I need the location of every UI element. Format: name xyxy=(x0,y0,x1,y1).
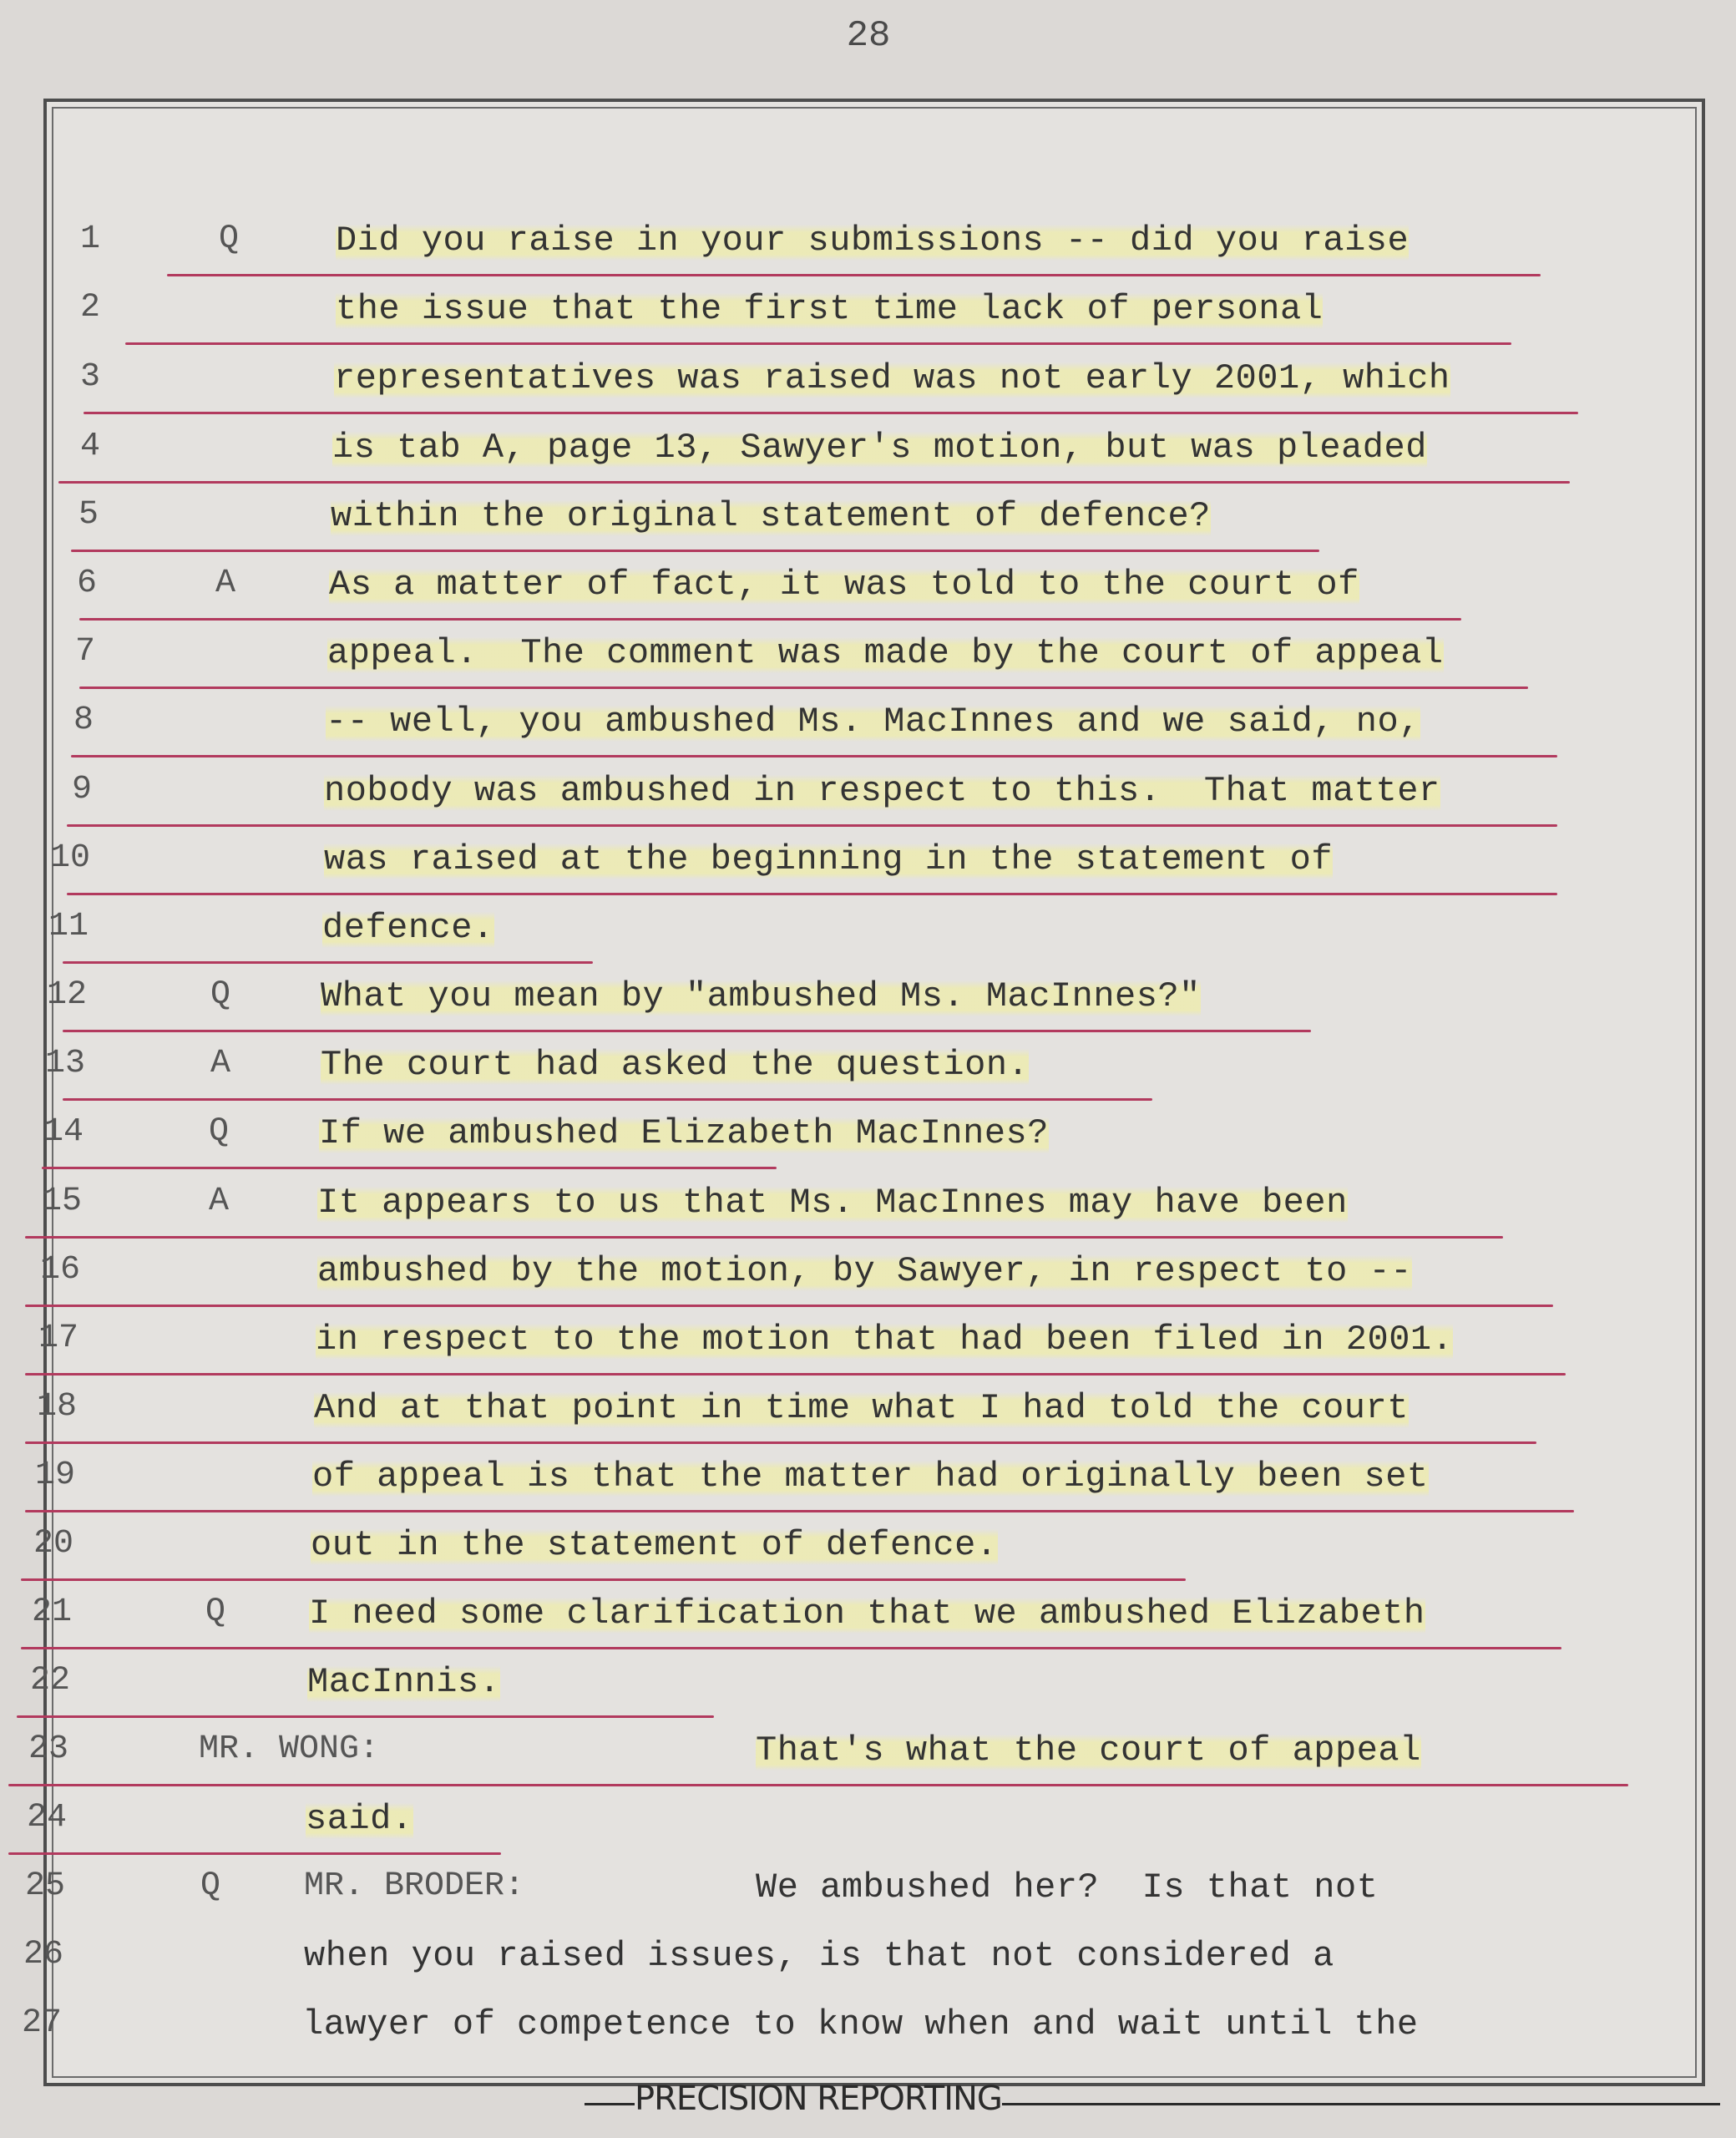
line-number: 17 xyxy=(38,1320,78,1357)
line-text: said. xyxy=(306,1799,413,1839)
handwritten-underline xyxy=(63,961,593,964)
line-number: 3 xyxy=(79,358,100,396)
transcript-line xyxy=(0,1040,1736,1108)
line-number: 26 xyxy=(23,1936,63,1973)
handwritten-underline xyxy=(58,481,1570,484)
line-number: 22 xyxy=(29,1662,70,1700)
line-number: 7 xyxy=(74,633,95,671)
transcript-line xyxy=(0,423,1736,491)
transcript-line xyxy=(0,1999,1736,2068)
line-number: 15 xyxy=(41,1183,82,1220)
transcript-line xyxy=(0,834,1736,903)
transcript-line xyxy=(0,628,1736,697)
line-text: It appears to us that Ms. MacInnes may have been xyxy=(317,1183,1348,1223)
transcript-line xyxy=(0,353,1736,422)
line-text: If we ambushed Elizabeth MacInnes? xyxy=(319,1113,1049,1153)
transcript-line xyxy=(0,1725,1736,1794)
transcript-line xyxy=(0,1862,1736,1931)
line-number: 2 xyxy=(79,289,100,327)
line-text: out in the statement of defence. xyxy=(311,1525,998,1565)
line-number: 10 xyxy=(49,839,90,877)
line-text: MacInnis. xyxy=(307,1662,501,1702)
transcript-line xyxy=(0,491,1736,560)
speaker-label-secondary: MR. BRODER: xyxy=(304,1867,525,1905)
line-number: 18 xyxy=(36,1388,77,1426)
line-number: 6 xyxy=(76,565,97,602)
handwritten-underline xyxy=(63,1030,1311,1032)
handwritten-underline xyxy=(79,686,1528,689)
handwritten-underline xyxy=(42,1167,777,1169)
handwritten-underline xyxy=(84,412,1578,414)
line-text: That's what the court of appeal xyxy=(756,1730,1421,1771)
transcript-line xyxy=(0,1315,1736,1383)
line-text: is tab A, page 13, Sawyer's motion, but was pleaded xyxy=(332,428,1427,468)
line-number: 24 xyxy=(26,1799,67,1837)
line-number: 16 xyxy=(39,1251,80,1289)
handwritten-underline xyxy=(167,274,1541,276)
transcript-line xyxy=(0,1588,1736,1657)
line-number: 25 xyxy=(24,1867,65,1905)
footer-rule-right xyxy=(1002,2103,1720,2105)
line-text: was raised at the beginning in the statement of xyxy=(324,839,1334,879)
line-text: -- well, you ambushed Ms. MacInnes and we said, no, xyxy=(326,702,1420,742)
line-number: 12 xyxy=(46,976,87,1014)
handwritten-underline xyxy=(21,1647,1561,1649)
footer-logo-text: PRECISION REPORTING xyxy=(635,2080,1002,2118)
transcript-line xyxy=(0,1520,1736,1588)
transcript-line xyxy=(0,697,1736,765)
transcript-line xyxy=(0,215,1736,284)
speaker-label: A xyxy=(215,565,236,602)
line-number: 23 xyxy=(28,1730,68,1768)
line-number: 20 xyxy=(33,1525,73,1563)
handwritten-underline xyxy=(25,1236,1503,1239)
handwritten-underline xyxy=(71,755,1557,757)
line-text: appeal. The comment was made by the court of appeal xyxy=(327,633,1444,673)
transcript-line xyxy=(0,1657,1736,1725)
transcript-line xyxy=(0,1108,1736,1177)
speaker-label: Q xyxy=(209,1113,230,1151)
line-text: I need some clarification that we ambushed Elizabeth xyxy=(309,1593,1425,1634)
handwritten-underline xyxy=(67,893,1557,895)
handwritten-underline xyxy=(71,550,1319,552)
page-number: 28 xyxy=(846,15,891,57)
handwritten-underline xyxy=(17,1715,714,1718)
handwritten-underline xyxy=(8,1852,501,1855)
speaker-label: Q xyxy=(200,1867,221,1905)
line-number: 5 xyxy=(78,496,99,534)
handwritten-underline xyxy=(8,1784,1628,1786)
transcript-line xyxy=(0,1383,1736,1452)
handwritten-underline xyxy=(63,1098,1152,1101)
handwritten-underline xyxy=(25,1510,1574,1512)
transcript-line xyxy=(0,1178,1736,1246)
transcript-line xyxy=(0,1246,1736,1315)
line-text: nobody was ambushed in respect to this. That matter xyxy=(324,771,1440,811)
line-number: 1 xyxy=(79,220,100,258)
handwritten-underline xyxy=(25,1305,1553,1307)
line-text: representatives was raised was not early 2001, which xyxy=(334,358,1450,398)
line-text: the issue that the first time lack of personal xyxy=(336,289,1324,329)
speaker-label: A xyxy=(210,1045,231,1082)
line-text: The court had asked the question. xyxy=(321,1045,1030,1085)
footer-rule-left xyxy=(585,2103,635,2105)
line-text: Did you raise in your submissions -- did you raise xyxy=(336,220,1410,261)
line-number: 19 xyxy=(34,1457,75,1494)
transcript-line xyxy=(0,560,1736,628)
transcript-line xyxy=(0,1931,1736,1999)
handwritten-underline xyxy=(21,1578,1186,1581)
line-number: 21 xyxy=(31,1593,72,1631)
speaker-label: Q xyxy=(219,220,240,258)
transcript-line xyxy=(0,766,1736,834)
handwritten-underline xyxy=(25,1441,1536,1444)
line-number: 11 xyxy=(48,908,89,945)
line-number: 27 xyxy=(21,2004,62,2042)
line-text: What you mean by "ambushed Ms. MacInnes?" xyxy=(321,976,1201,1016)
line-number: 8 xyxy=(73,702,94,739)
line-text: of appeal is that the matter had originally been set xyxy=(312,1457,1429,1497)
line-text: within the original statement of defence? xyxy=(331,496,1211,536)
line-text: And at that point in time what I had told the court xyxy=(314,1388,1409,1428)
line-number: 4 xyxy=(79,428,100,465)
transcript-line xyxy=(0,1452,1736,1520)
line-text: As a matter of fact, it was told to the court of xyxy=(329,565,1359,605)
transcript-line xyxy=(0,971,1736,1040)
transcript-line xyxy=(0,903,1736,971)
handwritten-underline xyxy=(67,824,1557,827)
line-text: ambushed by the motion, by Sawyer, in respect to -- xyxy=(317,1251,1412,1291)
transcript-line xyxy=(0,284,1736,352)
line-text: We ambushed her? Is that not xyxy=(756,1867,1379,1907)
speaker-label: MR. WONG: xyxy=(199,1730,380,1768)
line-text: lawyer of competence to know when and wait until the xyxy=(302,2004,1419,2044)
transcript-line xyxy=(0,1794,1736,1862)
line-number: 9 xyxy=(71,771,92,808)
speaker-label: A xyxy=(209,1183,230,1220)
speaker-label: Q xyxy=(210,976,231,1014)
line-text: in respect to the motion that had been filed in 2001. xyxy=(316,1320,1454,1360)
line-text: when you raised issues, is that not considered a xyxy=(304,1936,1334,1976)
handwritten-underline xyxy=(125,342,1511,345)
line-text: defence. xyxy=(322,908,494,948)
handwritten-underline xyxy=(25,1373,1566,1376)
line-number: 13 xyxy=(44,1045,85,1082)
speaker-label: Q xyxy=(205,1593,226,1631)
handwritten-underline xyxy=(79,618,1461,621)
line-number: 14 xyxy=(43,1113,84,1151)
